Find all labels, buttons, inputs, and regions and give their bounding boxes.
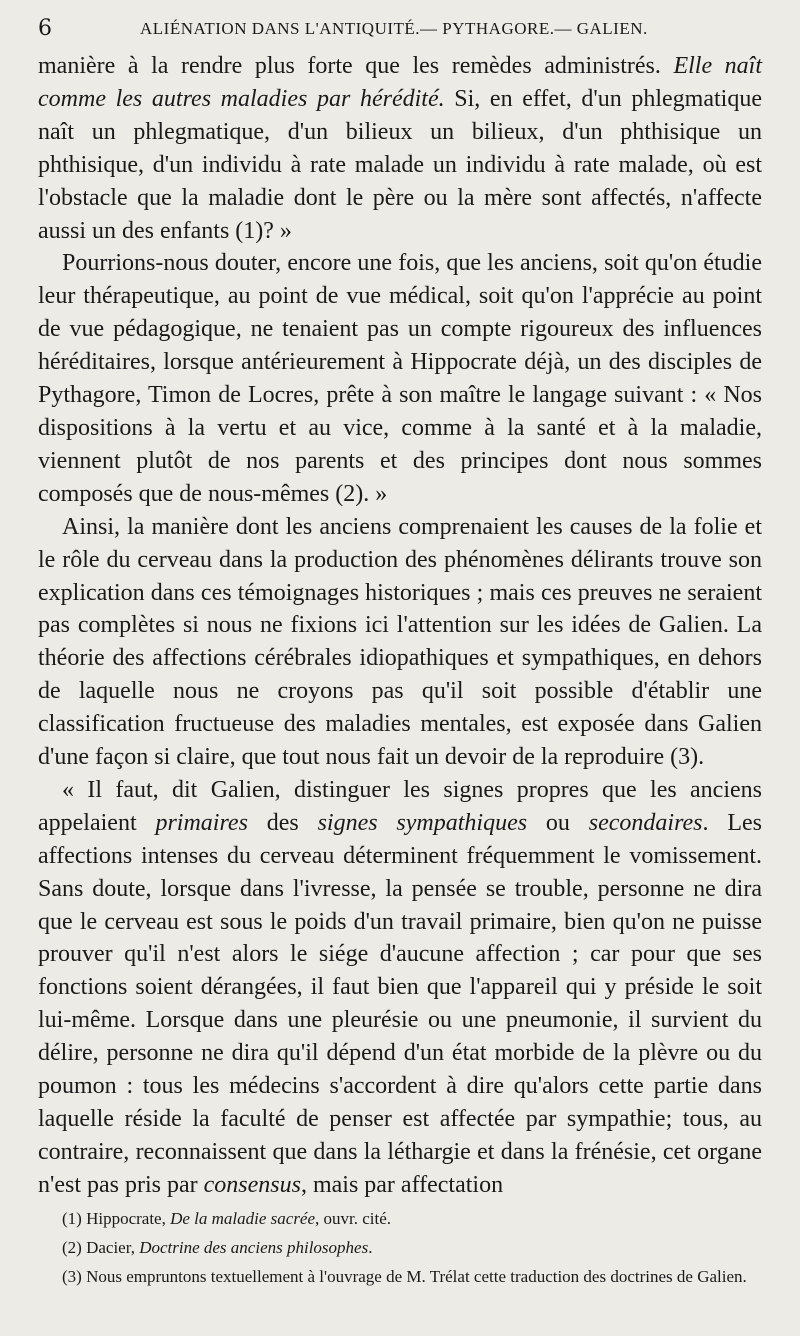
paragraph-1: manière à la rendre plus forte que les remèdes administrés. Elle naît comme les autres maladies par hérédité. Si, en effet, d'un phlegmatique naît un phlegmatique, d'un bilieux un bilieux, d'un phthisique un phthisique, d'un individu à rate malade un individu à rate malade, où est l'obstacle que la maladie dont le père ou la mère sont affectés, n'affecte aussi un des enfants (1)? » — [38, 53, 763, 244]
running-head: ALIÉNATION DANS L'ANTIQUITÉ.— PYTHAGORE.— GALIEN. — [140, 19, 648, 38]
footnotes — [38, 1204, 762, 1291]
footnote-1: (1) Hippocrate, De la maladie sacrée, ouvr. cité. — [62, 1209, 392, 1228]
paragraph-2: Pourrions-nous douter, encore une fois, que les anciens, soit qu'on étudie leur thérapeutique, au point de vue médical, soit qu'on l'apprécie au point de vue pédagogique, ne tenaient pas un compte rigoureux des influences héréditaires, lorsque antérieurement à Hippocrate déjà, un des disciples de Pythagore, Timon de Locres, prête à son maître le langage suivant : « Nos dispositions à la vertu et au vice, comme à la santé et à la maladie, viennent plutôt de nos parents et des principes dont nous sommes composés que de nous-mêmes (2). » — [38, 250, 762, 507]
body-text — [38, 50, 762, 1202]
italic-phrase: Elle naît comme les autres maladies par hérédité. — [38, 53, 763, 112]
page-header — [0, 14, 800, 48]
paragraph-3: Ainsi, la manière dont les anciens comprenaient les causes de la folie et le rôle du cerveau dans la production des phénomènes délirants trouve son explication dans ces témoignages historiques ; mais ces preuves ne seraient pas complètes si nous ne fixions ici l'attention sur les idées de Galien. La théorie des affections cérébrales idiopathiques et sympathiques, en dehors de laquelle nous ne croyons pas qu'il soit possible d'établir une classification fructueuse des maladies mentales, est exposée dans Galien d'une façon si claire, que tout nous fait un devoir de la reproduire (3). — [38, 513, 762, 771]
footnote-3: (3) Nous empruntons textuellement à l'ouvrage de M. Trélat cette traduction des doctrines de Galien. — [62, 1267, 747, 1286]
paragraph-4: « Il faut, dit Galien, distinguer les signes propres que les anciens appelaient primaires des signes sympathiques ou secondaires. Les affections intenses du cerveau déterminent fréquemment le vomissement. Sans doute, lorsque dans l'ivresse, la pensée se trouble, personne ne dira que le cerveau est sous le poids d'un travail primaire, bien qu'on ne puisse prouver qu'il n'est alors le siége d'aucune affection ; car pour que ses fonctions soient dérangées, il faut bien que l'appareil qui y préside le soit lui-même. Lorsque dans une pleurésie ou une pneumonie, il survient du délire, personne ne dira qu'il dépend d'un état morbide de la plèvre ou du poumon : tous les médecins s'accordent à dire qu'alors cette partie dans laquelle réside la faculté de penser est affectée par sympathie; tous, au contraire, reconnaissent que dans la léthargie et dans la frénésie, cet organe n'est pas pris par consensus, mais par affectation — [38, 776, 763, 1198]
footnote-2: (2) Dacier, Doctrine des anciens philosophes. — [62, 1238, 373, 1257]
page-number: 6 — [38, 16, 52, 41]
